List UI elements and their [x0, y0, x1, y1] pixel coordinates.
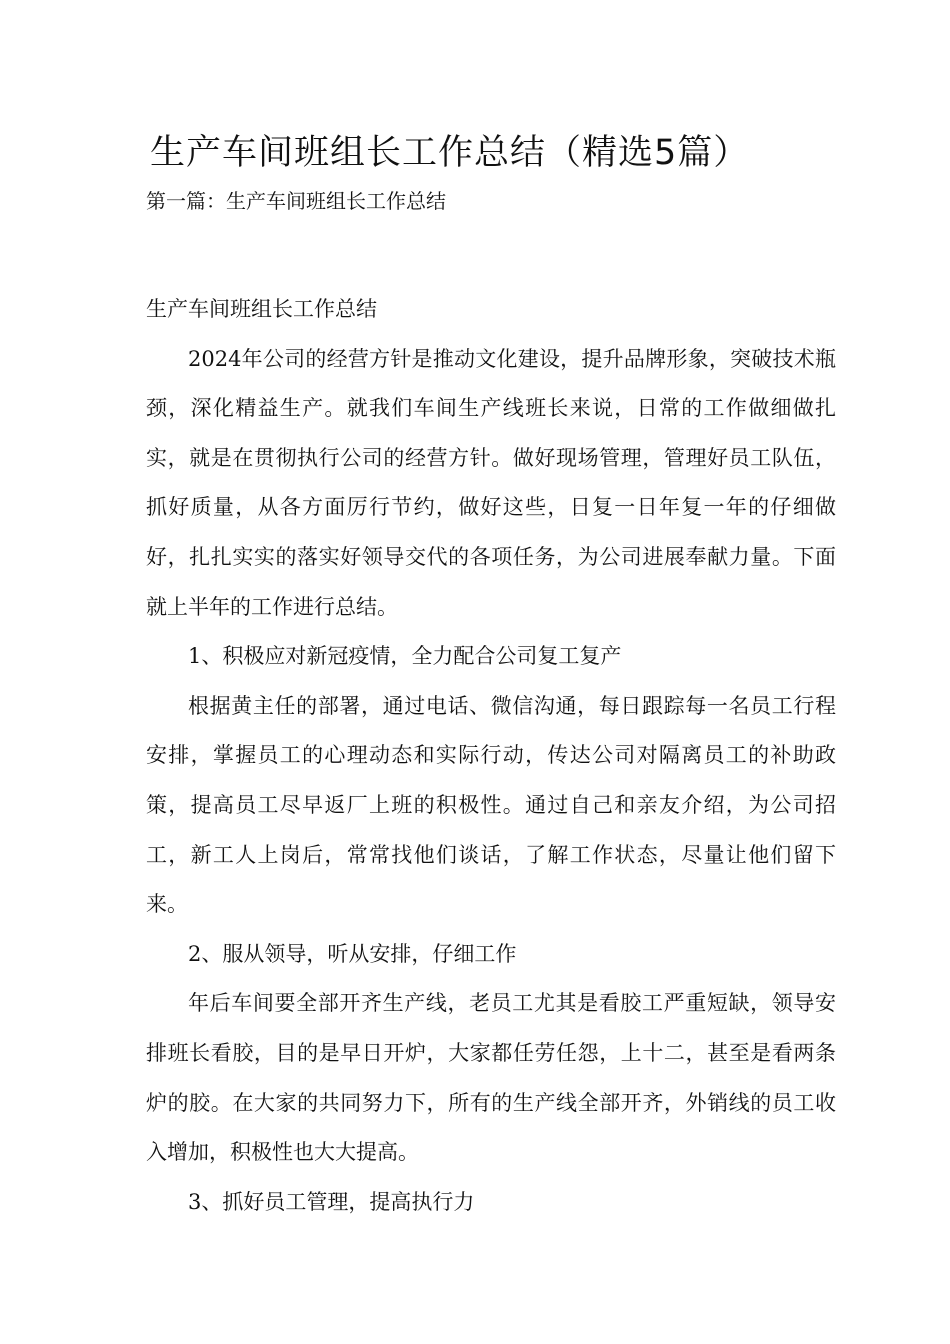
item-heading-1: 1、积极应对新冠疫情，全力配合公司复工复产: [188, 644, 622, 669]
item-heading-2: 2、服从领导，听从安排，仔细工作: [188, 941, 517, 966]
document-subtitle: 第一篇：生产车间班组长工作总结: [146, 189, 446, 213]
paragraph-item-2: 年后车间要全部开齐生产线，老员工尤其是看胶工严重短缺，领导安排班长看胶，目的是早日开炉，大家都任劳任怨，上十二，甚至是看两条炉的胶。在大家的共同努力下，所有的生产线全部开齐，外销线的员工收入增加，积极性也大大提高。: [146, 991, 836, 1165]
paragraph-intro: 2024年公司的经营方针是推动文化建设，提升品牌形象，突破技术瓶颈，深化精益生产。就我们车间生产线班长来说，日常的工作做细做扎实，就是在贯彻执行公司的经营方针。做好现场管理，管理好员工队伍，抓好质量，从各方面厉行节约，做好这些，日复一日年复一年的仔细做好，扎扎实实的落实好领导交代的各项任务，为公司进展奉献力量。下面就上半年的工作进行总结。: [146, 346, 836, 619]
section-heading: 生产车间班组长工作总结: [146, 297, 377, 321]
paragraph-item-1: 根据黄主任的部署，通过电话、微信沟通，每日跟踪每一名员工行程安排，掌握员工的心理动态和实际行动，传达公司对隔离员工的补助政策，提高员工尽早返厂上班的积极性。通过自己和亲友介绍，为公司招工，新工人上岗后，常常找他们谈话，了解工作状态，尽量让他们留下来。: [146, 693, 836, 917]
document-title: 生产车间班组长工作总结（精选5篇）: [150, 133, 750, 173]
item-heading-3: 3、抓好员工管理，提高执行力: [188, 1189, 475, 1214]
document-body: [146, 285, 836, 1227]
